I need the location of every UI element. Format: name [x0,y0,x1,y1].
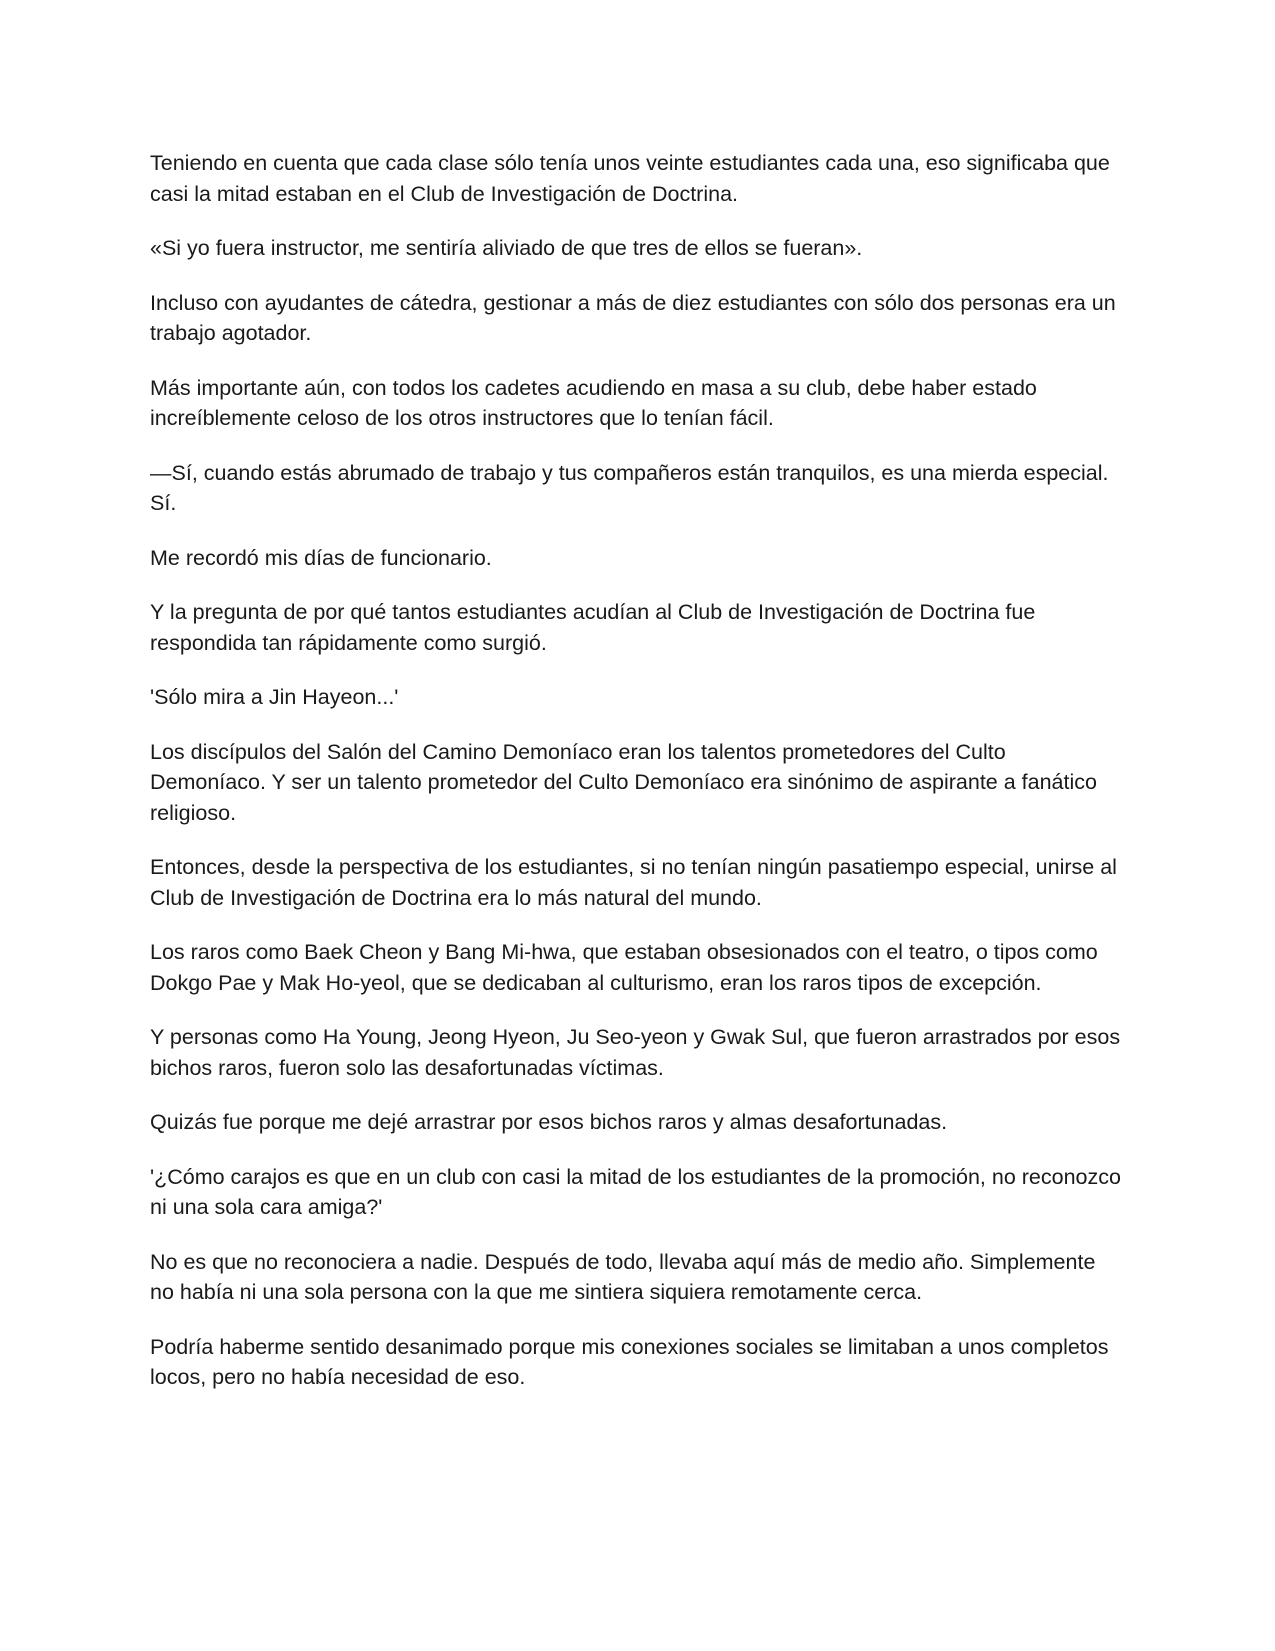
paragraph-7: Y la pregunta de por qué tantos estudiantes acudían al Club de Investigación de Doctrina fue respondida tan rápidamente como surgió. [150,600,1036,655]
document-body [150,148,1125,1417]
paragraph-16: Podría haberme sentido desanimado porque mis conexiones sociales se limitaban a unos completos locos, pero no había necesidad de eso. [150,1334,1109,1389]
paragraph-4: Más importante aún, con todos los cadetes acudiendo en masa a su club, debe haber estado increíblemente celoso de los otros instructores que lo tenían fácil. [150,375,1037,430]
paragraph-13: Quizás fue porque me dejé arrastrar por esos bichos raros y almas desafortunadas. [150,1110,948,1134]
paragraph-10: Entonces, desde la perspectiva de los estudiantes, si no tenían ningún pasatiempo especial, unirse al Club de Investigación de Doctrina era lo más natural del mundo. [150,855,1117,910]
paragraph-11: Los raros como Baek Cheon y Bang Mi-hwa, que estaban obsesionados con el teatro, o tipos como Dokgo Pae y Mak Ho-yeol, que se dedicaban al culturismo, eran los raros tipos de excepción. [150,940,1098,995]
paragraph-6: Me recordó mis días de funcionario. [150,545,492,570]
paragraph-12: Y personas como Ha Young, Jeong Hyeon, Ju Seo-yeon y Gwak Sul, que fueron arrastrados por esos bichos raros, fueron solo las desafortunadas víctimas. [150,1025,1121,1080]
paragraph-3: Incluso con ayudantes de cátedra, gestionar a más de diez estudiantes con sólo dos personas era un trabajo agotador. [150,290,1116,345]
paragraph-14: '¿Cómo carajos es que en un club con casi la mitad de los estudiantes de la promoción, no reconozco ni una sola cara amiga?' [150,1164,1121,1219]
paragraph-5: —Sí, cuando estás abrumado de trabajo y tus compañeros están tranquilos, es una mierda especial. Sí. [150,460,1109,515]
paragraph-2: «Si yo fuera instructor, me sentiría aliviado de que tres de ellos se fueran». [150,236,863,260]
paragraph-1: Teniendo en cuenta que cada clase sólo tenía unos veinte estudiantes cada una, eso significaba que casi la mitad estaban en el Club de Investigación de Doctrina. [150,151,1110,206]
paragraph-15: No es que no reconociera a nadie. Después de todo, llevaba aquí más de medio año. Simplemente no había ni una sola persona con la que me sintiera siquiera remotamente cerca. [150,1249,1096,1304]
paragraph-9: Los discípulos del Salón del Camino Demoníaco eran los talentos prometedores del Culto Demoníaco. Y ser un talento prometedor del Culto Demoníaco era sinónimo de aspirante a fanático religioso. [150,739,1097,825]
paragraph-8: 'Sólo mira a Jin Hayeon...' [150,685,399,709]
